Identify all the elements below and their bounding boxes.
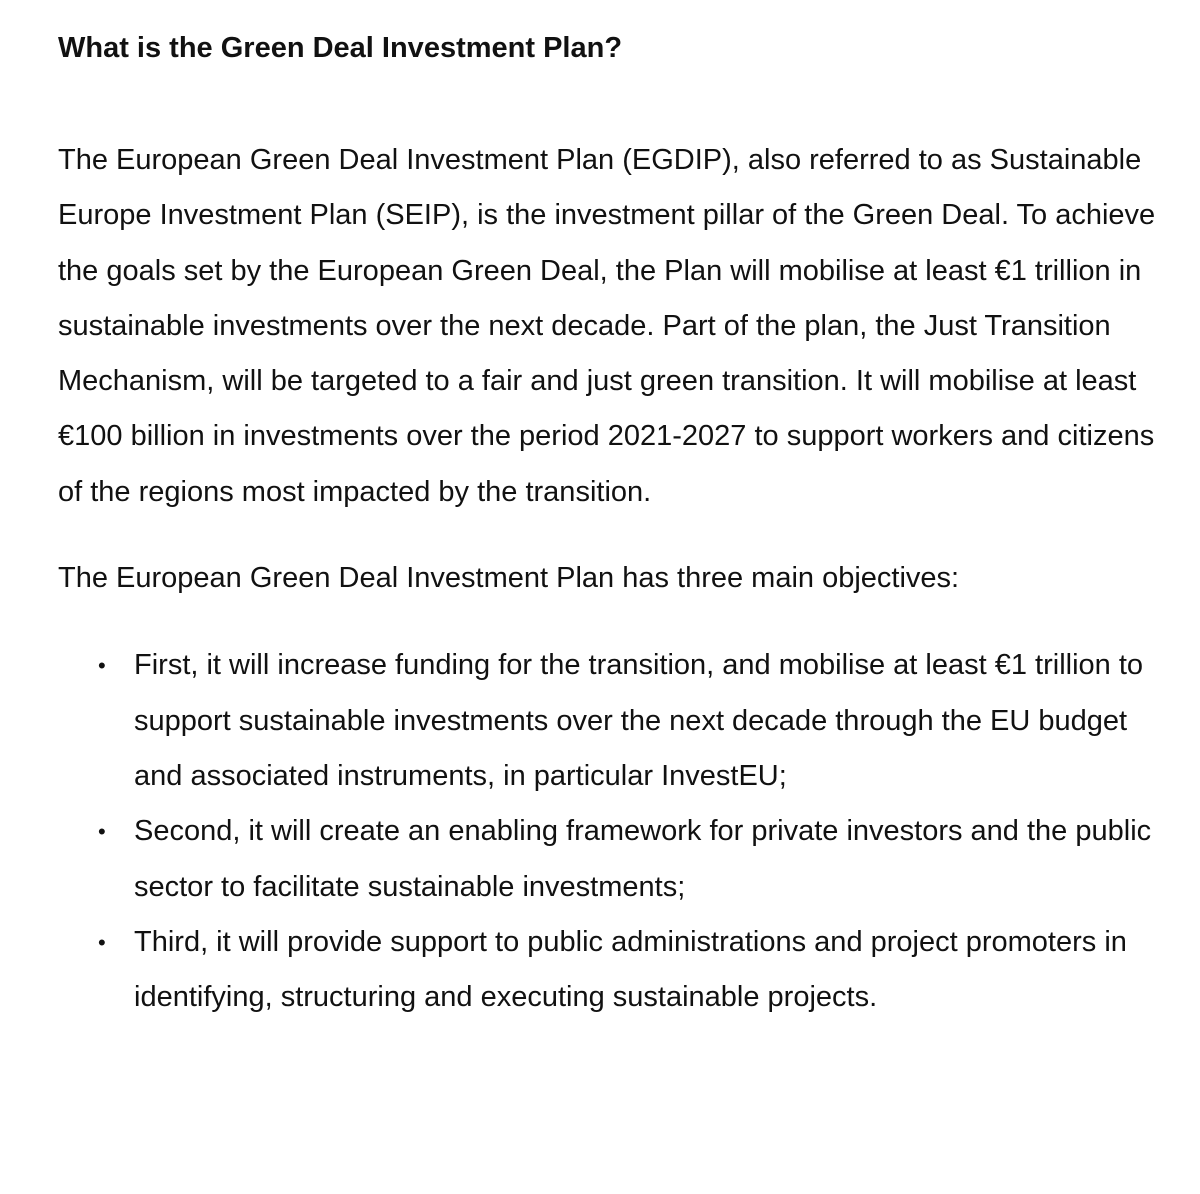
objective-text: Second, it will create an enabling framework for private investors and the public sector to facilitate sustainable investments; — [134, 815, 1152, 903]
objective-text: First, it will increase funding for the transition, and mobilise at least €1 trillion to support sustainable investments over the next decade through the EU budget and associated instruments, in particular InvestEU; — [134, 649, 1144, 792]
objectives-intro-paragraph: The European Green Deal Investment Plan has three main objectives: — [58, 562, 960, 595]
bullet-icon: • — [98, 929, 106, 955]
page-title: What is the Green Deal Investment Plan? — [58, 32, 623, 64]
objectives-list — [58, 638, 1169, 1025]
objective-text: Third, it will provide support to public administrations and project promoters in identifying, structuring and executing sustainable projects. — [134, 925, 1127, 1014]
bullet-icon: • — [98, 819, 106, 845]
objective-item-second — [98, 804, 1169, 915]
objective-item-third — [98, 915, 1169, 1026]
objective-item-first — [98, 638, 1169, 804]
bullet-icon: • — [98, 653, 106, 679]
intro-paragraph: The European Green Deal Investment Plan (EGDIP), also referred to as Sustainable Europe Investment Plan (SEIP), is the investment pillar of the Green Deal. To achieve the goals set by the European Green Deal, the Plan will mobilise at least €1 trillion in sustainable investments over the next decade. Part of the plan, the Just Transition Mechanism, will be targeted to a fair and just green transition. It will mobilise at least €100 billion in investments over the period 2021-2027 to support workers and citizens of the regions most impacted by the transition. — [58, 144, 1156, 508]
